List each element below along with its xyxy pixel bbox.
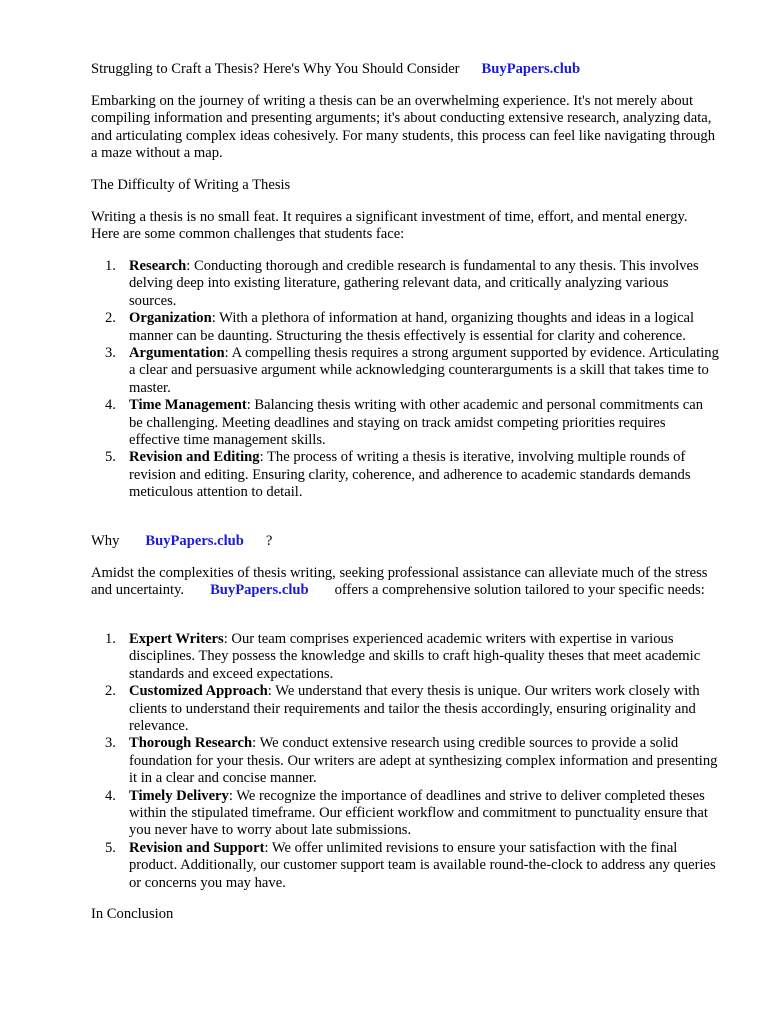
list-item: 3. Thorough Research: We conduct extensive research using credible sources to provide a solid foundation for your thesis. Our writers are adept at synthesizing complex information and presenting it in a clear and concise manner. xyxy=(105,735,718,787)
item-text: : Balancing thesis writing with other academic and personal commitments can be challenging. Meeting deadlines and staying on track amidst competing priorities requires effective time management skills. xyxy=(129,397,704,449)
list-item: 4. Timely Delivery: We recognize the importance of deadlines and strive to deliver completed theses within the stipulated timeframe. Our efficient workflow and commitment to punctuality ensure that you never have to worry about late submissions. xyxy=(105,787,708,839)
document-title xyxy=(91,61,719,78)
item-text: : With a plethora of information at hand, organizing thoughts and ideas in a logical manner can be daunting. Structuring the thesis effectively is essential for clarity and coherence. xyxy=(129,310,695,344)
conclusion-heading: In Conclusion xyxy=(91,906,174,922)
list-item: 5. Revision and Editing: The process of writing a thesis is iterative, involving multiple rounds of revision and editing. Ensuring clarity, coherence, and adherence to academic standards demands meticulous attention to detail. xyxy=(105,449,691,501)
list-item: 5. Revision and Support: We offer unlimited revisions to ensure your satisfaction with the final product. Additionally, our customer support team is available round-the-clock to address any queries or concerns you may have. xyxy=(105,839,716,891)
why-heading xyxy=(91,533,719,550)
item-term: Revision and Editing xyxy=(129,449,260,466)
item-text: : We offer unlimited revisions to ensure your satisfaction with the final product. Additionally, our customer support team is available round-the-clock to address any queries or concerns you may have. xyxy=(129,839,716,891)
item-text: : We recognize the importance of deadlines and strive to deliver completed theses within the stipulated timeframe. Our efficient workflow and commitment to punctuality ensure that you never have to worry about late submissions. xyxy=(129,787,708,839)
benefits-list xyxy=(91,631,719,892)
item-text: : We understand that every thesis is unique. Our writers work closely with clients to understand their requirements and tailor the thesis accordingly, ensuring originality and relevance. xyxy=(129,683,700,735)
why-suffix: ? xyxy=(265,533,273,549)
title-link[interactable]: BuyPapers.club xyxy=(481,61,581,77)
why-intro-before: Amidst the complexities of thesis writing, seeking professional assistance can alleviate much of the stress and uncertainty. xyxy=(91,565,708,599)
difficulty-intro: Writing a thesis is no small feat. It requires a significant investment of time, effort, and mental energy. Here are some common challenges that students face: xyxy=(91,209,688,243)
item-text: : We conduct extensive research using credible sources to provide a solid foundation for your thesis. Our writers are adept at synthesizing complex information and presenting it in a clear and concise manner. xyxy=(129,735,718,787)
list-item: 4. Time Management: Balancing thesis writing with other academic and personal commitments can be challenging. Meeting deadlines and staying on track amidst competing priorities requires effective time management skills. xyxy=(105,397,704,449)
item-text: : A compelling thesis requires a strong argument supported by evidence. Articulating a clear and persuasive argument while acknowledging counterarguments is a skill that takes time to master. xyxy=(129,345,719,396)
why-intro-link[interactable]: BuyPapers.club xyxy=(210,582,309,599)
item-term: Revision and Support xyxy=(129,839,265,856)
item-term: Research xyxy=(129,258,187,274)
item-term: Customized Approach xyxy=(129,683,268,700)
difficulty-heading: The Difficulty of Writing a Thesis xyxy=(91,177,291,193)
list-item: 2. Customized Approach: We understand that every thesis is unique. Our writers work closely with clients to understand their requirements and tailor the thesis accordingly, ensuring originality and relevance. xyxy=(105,683,700,735)
item-text: : The process of writing a thesis is iterative, involving multiple rounds of revision and editing. Ensuring clarity, coherence, and adherence to academic standards demands meticulous attention to detail. xyxy=(129,449,691,501)
list-item: 1. Expert Writers: Our team comprises experienced academic writers with expertise in various disciplines. They possess the knowledge and skills to craft high-quality theses that meet academic standards and exceed expectations. xyxy=(105,631,701,682)
why-intro-after: offers a comprehensive solution tailored to your specific needs: xyxy=(334,582,705,599)
list-item: 3. Argumentation: A compelling thesis requires a strong argument supported by evidence. Articulating a clear and persuasive argument while acknowledging counterarguments is a skill that takes time to master. xyxy=(105,345,719,396)
why-intro-paragraph xyxy=(91,565,719,600)
list-item: 2. Organization: With a plethora of information at hand, organizing thoughts and ideas in a logical manner can be daunting. Structuring the thesis effectively is essential for clarity and coherence. xyxy=(105,310,695,344)
why-link[interactable]: BuyPapers.club xyxy=(145,533,244,549)
title-text: Struggling to Craft a Thesis? Here's Why You Should Consider xyxy=(91,61,460,77)
item-term: Organization xyxy=(129,310,212,327)
item-text: : Conducting thorough and credible research is fundamental to any thesis. This involves delving deep into existing literature, gathering relevant data, and critically analyzing various sources. xyxy=(129,258,699,309)
item-term: Argumentation xyxy=(129,345,225,362)
item-text: : Our team comprises experienced academic writers with expertise in various disciplines. They possess the knowledge and skills to craft high-quality theses that meet academic standards and exceed expectations. xyxy=(129,631,701,682)
item-term: Timely Delivery xyxy=(129,787,229,804)
intro-paragraph: Embarking on the journey of writing a thesis can be an overwhelming experience. It's not merely about compiling information and presenting arguments; it's about conducting extensive research, analyzing data, and articulating complex ideas cohesively. For many students, this process can feel like navigating through a maze without a map. xyxy=(91,93,715,162)
item-term: Time Management xyxy=(129,397,247,414)
why-prefix: Why xyxy=(91,533,120,549)
item-term: Expert Writers xyxy=(129,631,224,647)
item-term: Thorough Research xyxy=(129,735,253,752)
challenges-list xyxy=(91,258,719,502)
list-item: 1. Research: Conducting thorough and credible research is fundamental to any thesis. This involves delving deep into existing literature, gathering relevant data, and critically analyzing various sources. xyxy=(105,258,699,309)
